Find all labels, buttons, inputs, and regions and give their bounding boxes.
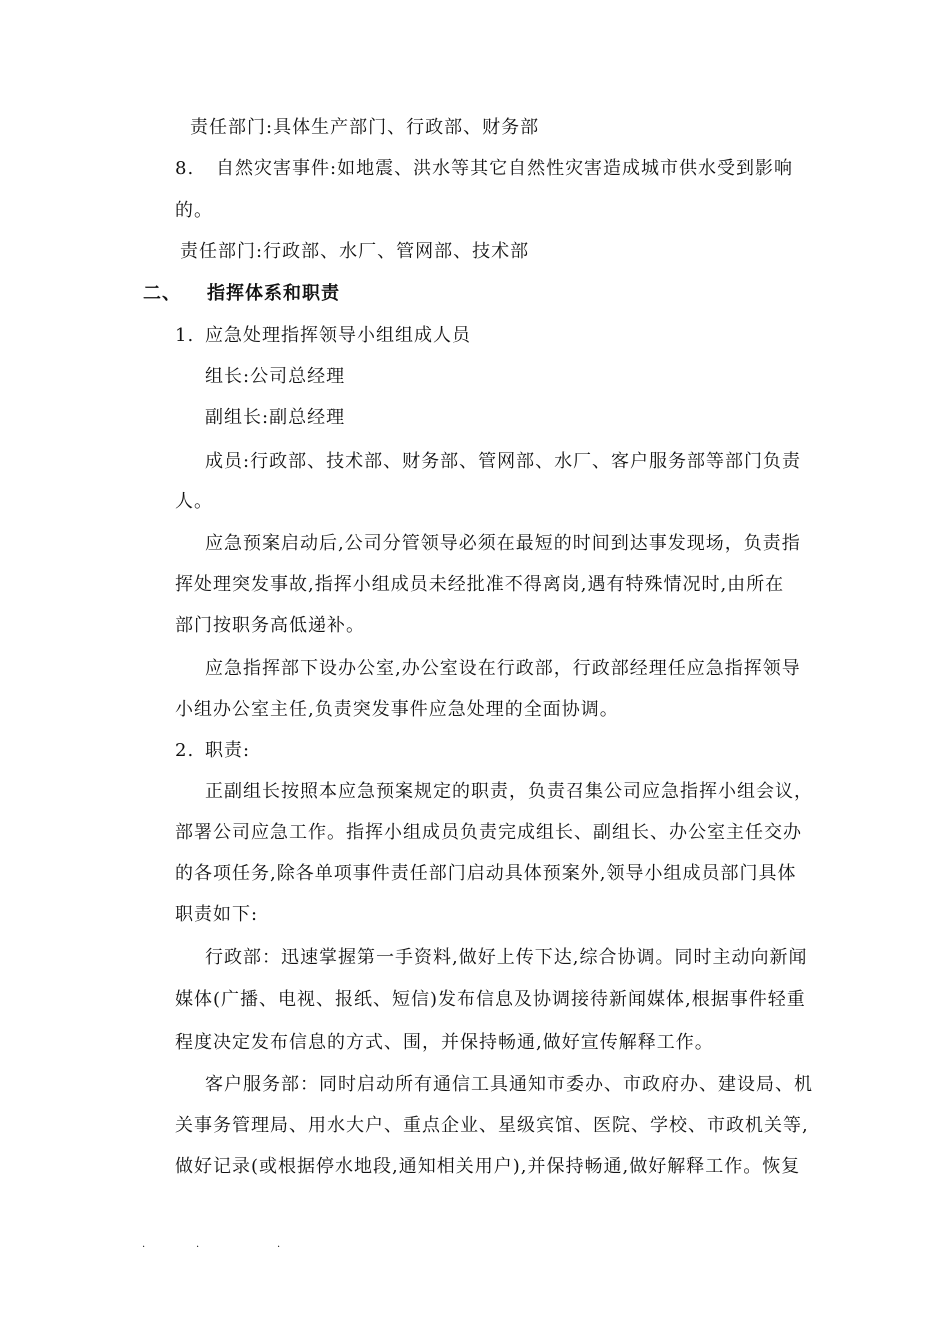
text-line: 自然灾害事件:如地震、洪水等其它自然性灾害造成城市供水受到影响 bbox=[216, 158, 794, 179]
footer-dot: . bbox=[277, 1239, 281, 1250]
footer-dot: . bbox=[142, 1239, 146, 1250]
text-line: 应急指挥部下设办公室,办公室设在行政部，行政部经理任应急指挥领导 bbox=[205, 658, 801, 679]
text-line: 责任部门:具体生产部门、行政部、财务部 bbox=[190, 117, 540, 138]
text-line: 责任部门:行政部、水厂、管网部、技术部 bbox=[180, 241, 530, 262]
text-line: 部门按职务高低递补。 bbox=[175, 615, 365, 636]
text-line: 行政部：迅速掌握第一手资料,做好上传下达,综合协调。同时主动向新闻 bbox=[205, 947, 808, 968]
text-line: 挥处理突发事故,指挥小组成员未经批准不得离岗,遇有特殊情况时,由所在 bbox=[175, 574, 785, 595]
list-number: 8. bbox=[175, 158, 195, 179]
footer-dot: . bbox=[196, 1239, 200, 1250]
list-number: 1. bbox=[175, 325, 195, 346]
text-line: 媒体(广播、电视、报纸、短信)发布信息及协调接待新闻媒体,根据事件轻重 bbox=[175, 989, 806, 1010]
text-line: 正副组长按照本应急预案规定的职责，负责召集公司应急指挥小组会议， bbox=[205, 781, 813, 802]
section-heading: 指挥体系和职责 bbox=[207, 283, 340, 304]
text-line: 组长:公司总经理 bbox=[205, 366, 346, 387]
text-line: 成员:行政部、技术部、财务部、管网部、水厂、客户服务部等部门负责 bbox=[205, 451, 802, 472]
text-line: 职责如下: bbox=[175, 904, 259, 925]
text-line: 的各项任务,除各单项事件责任部门启动具体预案外,领导小组成员部门具体 bbox=[175, 863, 797, 884]
list-number: 2. bbox=[175, 740, 195, 761]
section-number: 二、 bbox=[143, 283, 181, 304]
text-line: 部署公司应急工作。指挥小组成员负责完成组长、副组长、办公室主任交办 bbox=[175, 822, 802, 843]
text-line: 程度决定发布信息的方式、围，并保持畅通,做好宣传解释工作。 bbox=[175, 1032, 714, 1053]
text-line: 做好记录(或根据停水地段,通知相关用户),并保持畅通,做好解释工作。恢复 bbox=[175, 1156, 801, 1177]
text-line: 客户服务部：同时启动所有通信工具通知市委办、市政府办、建设局、机 bbox=[205, 1074, 813, 1095]
text-line: 应急预案启动后,公司分管领导必须在最短的时间到达事发现场，负责指 bbox=[205, 533, 801, 554]
text-line: 关事务管理局、用水大户、重点企业、星级宾馆、医院、学校、市政机关等, bbox=[175, 1115, 809, 1136]
text-line: 的。 bbox=[175, 200, 213, 221]
text-line: 人。 bbox=[175, 491, 213, 512]
text-line: 小组办公室主任,负责突发事件应急处理的全面协调。 bbox=[175, 699, 619, 720]
text-line: 应急处理指挥领导小组组成人员 bbox=[205, 325, 471, 346]
text-line: 副组长:副总经理 bbox=[205, 407, 346, 428]
text-line: 职责: bbox=[205, 740, 251, 761]
